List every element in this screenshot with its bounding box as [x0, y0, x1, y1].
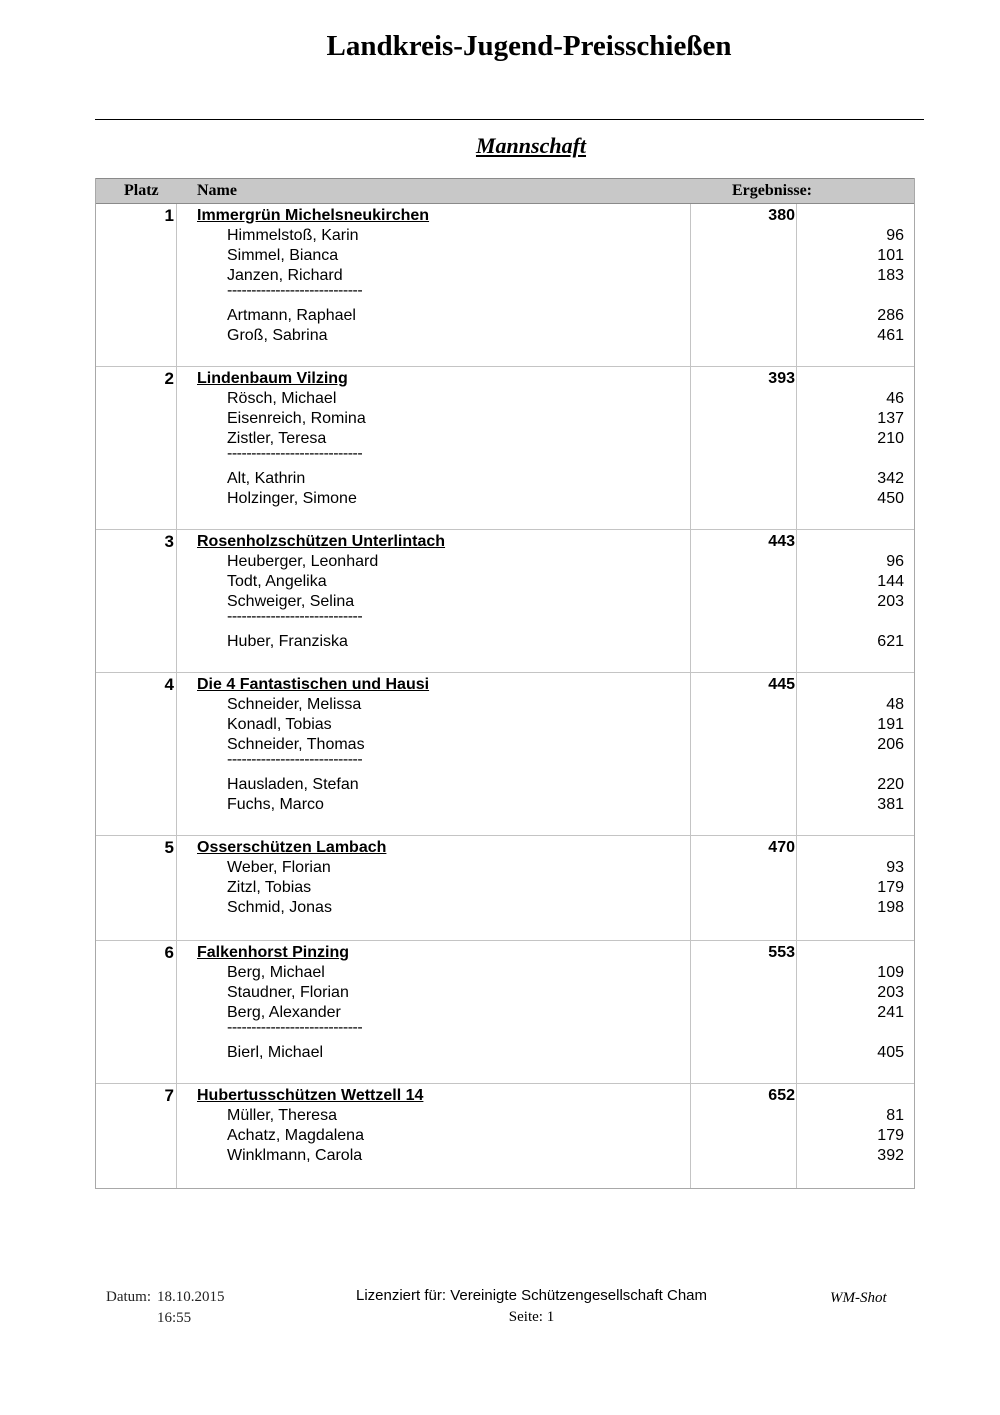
team-rank: 2	[164, 369, 174, 388]
member-name: Heuberger, Leonhard	[227, 553, 379, 570]
member-row	[96, 898, 914, 918]
member-score: 241	[877, 1004, 904, 1021]
team-block	[96, 366, 914, 529]
reserve-name: Groß, Sabrina	[227, 327, 328, 344]
reserve-row	[96, 632, 914, 652]
member-row	[96, 429, 914, 449]
team-content	[96, 204, 914, 366]
reserve-name: Artmann, Raphael	[227, 307, 356, 324]
member-name: Himmelstoß, Karin	[227, 227, 359, 244]
member-row	[96, 878, 914, 898]
member-name: Zitzl, Tobias	[227, 879, 312, 896]
team-name: Lindenbaum Vilzing	[197, 370, 348, 387]
footer-software: WM-Shot	[830, 1290, 887, 1306]
reserve-name: Alt, Kathrin	[227, 470, 306, 487]
reserve-separator: ----------------------------	[227, 445, 363, 462]
member-row	[96, 1106, 914, 1126]
team-name: Rosenholzschützen Unterlintach	[197, 533, 446, 550]
team-list	[96, 204, 914, 1188]
reserve-row	[96, 489, 914, 509]
team-rank: 3	[164, 532, 174, 551]
team-score: 553	[768, 944, 795, 961]
reserve-separator: ----------------------------	[227, 282, 363, 299]
team-row	[96, 838, 914, 858]
member-score: 191	[877, 716, 904, 733]
member-name: Konadl, Tobias	[227, 716, 332, 733]
member-score: 93	[886, 859, 904, 876]
reserve-row	[96, 795, 914, 815]
reserve-separator-row	[96, 608, 914, 632]
team-name: Hubertusschützen Wettzell 14	[197, 1087, 424, 1104]
member-row	[96, 963, 914, 983]
footer-license: Lizenziert für: Vereinigte Schützengesellschaft Cham	[355, 1287, 708, 1304]
reserve-separator-row	[96, 751, 914, 775]
member-name: Berg, Alexander	[227, 1004, 341, 1021]
member-row	[96, 1126, 914, 1146]
member-row	[96, 1146, 914, 1166]
member-score: 46	[886, 390, 904, 407]
footer-page	[300, 1309, 763, 1326]
reserve-score: 461	[877, 327, 904, 344]
team-score: 652	[768, 1087, 795, 1104]
member-score: 392	[877, 1147, 904, 1164]
reserve-name: Fuchs, Marco	[227, 796, 324, 813]
section-title: Mannschaft	[475, 133, 587, 158]
member-name: Müller, Theresa	[227, 1107, 337, 1124]
member-row	[96, 735, 914, 755]
member-row	[96, 695, 914, 715]
member-name: Schmid, Jonas	[227, 899, 332, 916]
team-content	[96, 530, 914, 672]
member-score: 101	[877, 247, 904, 264]
team-block	[96, 1083, 914, 1188]
member-row	[96, 858, 914, 878]
member-row	[96, 409, 914, 429]
reserve-row	[96, 326, 914, 346]
member-name: Schneider, Thomas	[227, 736, 365, 753]
member-score: 137	[877, 410, 904, 427]
reserve-score: 342	[877, 470, 904, 487]
footer-time: 16:55	[157, 1310, 192, 1326]
member-score: 144	[877, 573, 904, 590]
reserve-separator: ----------------------------	[227, 1019, 363, 1036]
member-score: 203	[877, 593, 904, 610]
title-rule	[95, 119, 924, 120]
reserve-separator: ----------------------------	[227, 608, 363, 625]
member-score: 179	[877, 1127, 904, 1144]
member-score: 96	[886, 227, 904, 244]
member-name: Staudner, Florian	[227, 984, 349, 1001]
reserve-score: 220	[877, 776, 904, 793]
reserve-score: 286	[877, 307, 904, 324]
team-row	[96, 675, 914, 695]
member-name: Simmel, Bianca	[227, 247, 339, 264]
member-score: 210	[877, 430, 904, 447]
member-name: Berg, Michael	[227, 964, 325, 981]
member-row	[96, 572, 914, 592]
reserve-name: Holzinger, Simone	[227, 490, 357, 507]
footer-page-number: 1	[546, 1309, 555, 1325]
member-name: Schweiger, Selina	[227, 593, 355, 610]
member-name: Zistler, Teresa	[227, 430, 327, 447]
reserve-separator-row	[96, 1019, 914, 1043]
member-row	[96, 389, 914, 409]
member-score: 48	[886, 696, 904, 713]
reserve-row	[96, 775, 914, 795]
reserve-separator: ----------------------------	[227, 751, 363, 768]
reserve-row	[96, 469, 914, 489]
team-row	[96, 369, 914, 389]
team-rank: 5	[164, 838, 174, 857]
reserve-score: 621	[877, 633, 904, 650]
team-content	[96, 1084, 914, 1188]
member-row	[96, 1003, 914, 1023]
team-score: 393	[768, 370, 795, 387]
team-name: Die 4 Fantastischen und Hausi	[197, 676, 430, 693]
header-platz: Platz	[124, 182, 159, 199]
member-row	[96, 266, 914, 286]
team-content	[96, 941, 914, 1083]
member-row	[96, 246, 914, 266]
team-row	[96, 206, 914, 226]
reserve-score: 450	[877, 490, 904, 507]
member-name: Todt, Angelika	[227, 573, 327, 590]
member-name: Winklmann, Carola	[227, 1147, 363, 1164]
reserve-separator-row	[96, 282, 914, 306]
member-row	[96, 592, 914, 612]
member-score: 206	[877, 736, 904, 753]
team-block	[96, 940, 914, 1083]
footer-seite-label: Seite:	[508, 1309, 543, 1325]
reserve-row	[96, 1043, 914, 1063]
table-header	[96, 178, 914, 204]
team-block	[96, 529, 914, 672]
team-rank: 7	[164, 1086, 174, 1105]
member-score: 179	[877, 879, 904, 896]
reserve-separator-row	[96, 445, 914, 469]
team-score: 445	[768, 676, 795, 693]
document-title: Landkreis-Jugend-Preisschießen	[326, 30, 732, 62]
team-score: 443	[768, 533, 795, 550]
team-name: Falkenhorst Pinzing	[197, 944, 350, 961]
member-name: Janzen, Richard	[227, 267, 343, 284]
member-score: 96	[886, 553, 904, 570]
header-name: Name	[197, 182, 237, 199]
member-name: Eisenreich, Romina	[227, 410, 366, 427]
team-rank: 1	[164, 206, 174, 225]
team-row	[96, 1086, 914, 1106]
team-name: Immergrün Michelsneukirchen	[197, 207, 430, 224]
member-name: Rösch, Michael	[227, 390, 337, 407]
team-row	[96, 943, 914, 963]
member-score: 109	[877, 964, 904, 981]
header-ergebnisse: Ergebnisse:	[732, 182, 812, 199]
results-table	[95, 178, 915, 1189]
team-rank: 6	[164, 943, 174, 962]
footer-date: 18.10.2015	[157, 1289, 225, 1305]
team-row	[96, 532, 914, 552]
member-row	[96, 983, 914, 1003]
team-block	[96, 835, 914, 940]
reserve-name: Huber, Franziska	[227, 633, 348, 650]
member-score: 203	[877, 984, 904, 1001]
member-score: 183	[877, 267, 904, 284]
reserve-name: Hausladen, Stefan	[227, 776, 359, 793]
team-content	[96, 367, 914, 529]
team-block	[96, 204, 914, 366]
team-content	[96, 673, 914, 835]
member-score: 81	[886, 1107, 904, 1124]
member-name: Weber, Florian	[227, 859, 331, 876]
member-name: Schneider, Melissa	[227, 696, 362, 713]
footer-datum-label: Datum:	[106, 1289, 151, 1305]
team-rank: 4	[164, 675, 174, 694]
member-score: 198	[877, 899, 904, 916]
member-row	[96, 226, 914, 246]
team-content	[96, 836, 914, 940]
member-name: Achatz, Magdalena	[227, 1127, 364, 1144]
team-score: 470	[768, 839, 795, 856]
team-name: Osserschützen Lambach	[197, 839, 387, 856]
team-block	[96, 672, 914, 835]
member-row	[96, 715, 914, 735]
reserve-row	[96, 306, 914, 326]
team-score: 380	[768, 207, 795, 224]
reserve-score: 381	[877, 796, 904, 813]
reserve-name: Bierl, Michael	[227, 1044, 324, 1061]
reserve-score: 405	[877, 1044, 904, 1061]
member-row	[96, 552, 914, 572]
